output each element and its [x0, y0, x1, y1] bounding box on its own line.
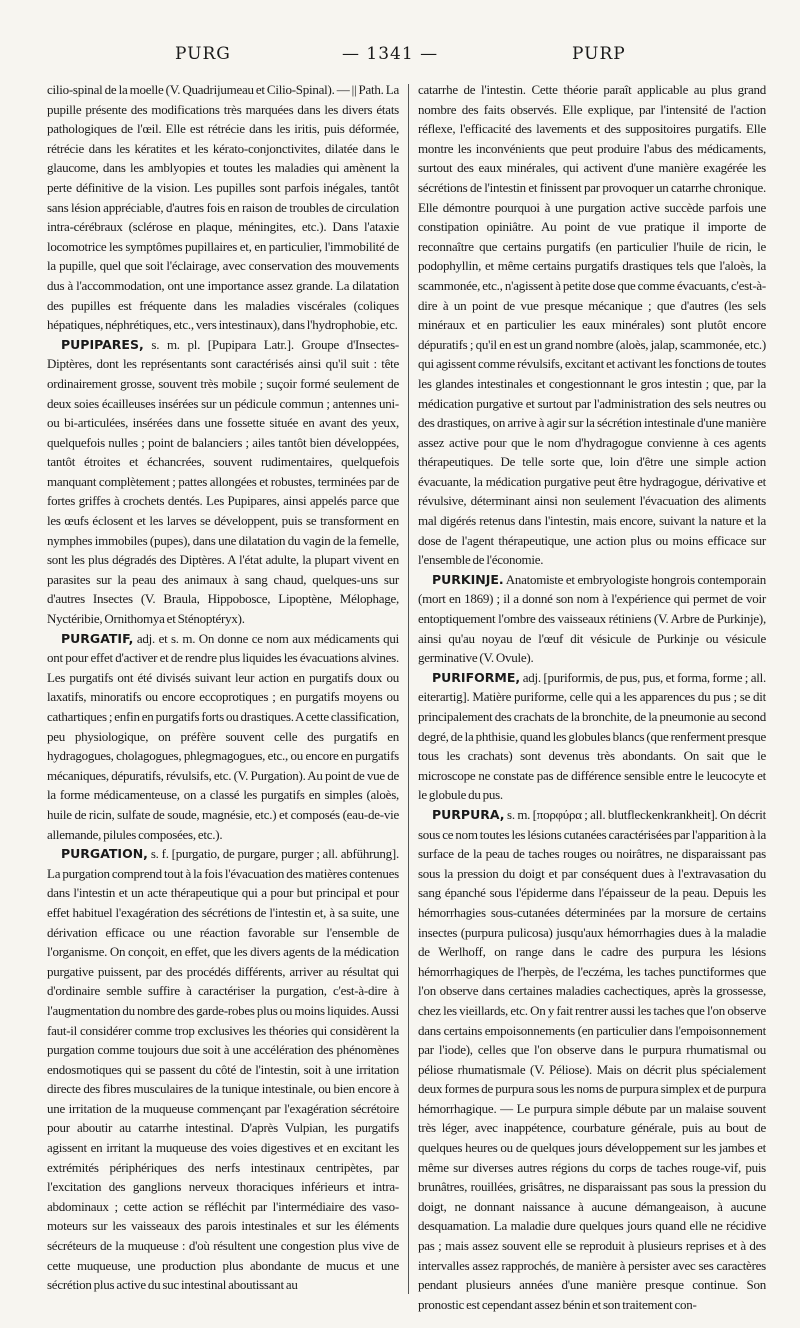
entry-puriforme-text: adj. [puriformis, de pus, pus, et forma, forme ; all. eiterartig]. Matière puriforme, celle qui a les apparences du pus ; se dit principalement des crachats de la bronchite, de la pneumonie au second degré, de la phthisie, quand les globules blancs (que renferment presque tous les crachats) sont devenus très abondants. On sait que le microscope ne constate pas de différence sensible entre le leucocyte et le globule du pus.: [418, 669, 766, 803]
paragraph-purgation-continued: catarrhe de l'intestin. Cette théorie paraît applicable au plus grand nombre des faits observés. Elle explique, par l'intensité de l'action réflexe, l'efficacité des lavements et des suppositoires purgatifs. Elle montre les inconvénients que peut produire l'abus des médicaments, surtout des eaux minérales, qui activent d'une manière exagérée les sécrétions de l'intestin et finissent par provoquer un catarrhe chronique. Elle démontre pourquoi à une purgation active succède parfois une constipation opiniâtre. Au point de vue pratique il importe de reconnaître que certains purgatifs (en particulier l'huile de ricin, le podophyllin, et même certains purgatifs drastiques tels que l'aloès, la scammonée, etc., n'agissent à petite dose que comme évacuants, c'est-à-dire à un point de vue presque mécanique ; que d'autres (les sels minéraux et en particulier les eaux minérales) sont plutôt encore dépuratifs ; qu'il en est un grand nombre (aloès, jalap, scammonée, etc.) qui agissent comme révulsifs, excitant et activant les fonctions de toutes les glandes intestinales et congestionnant le gros intestin ; que, par la médication purgative et surtout par l'administration des sels neutres ou des drastiques, on arrive à agir sur la sécrétion intestinale d'une manière assez active pour que le nom d'hydragogue convienne à ces agents thérapeutiques. De telle sorte que, loin d'être une simple action évacuante, la médication purgative peut être hydragogue, dérivative et révulsive, déterminant ainsi non seulement l'évacuation des aliments mal digérés retenus dans l'intestin, mais encore, suivant la nature et la dose de l'agent thérapeutique, une action plus ou moins efficace sur l'ensemble de l'économie.: [418, 82, 766, 568]
headword-pupipares: PUPIPARES,: [61, 336, 144, 352]
entry-purkinje-text: Anatomiste et embryologiste hongrois contemporain (mort en 1869) ; il a donné son nom à l'expérience qui permet de voir entoptiquement l'ombre des vaisseaux rétiniens (V. Arbre de Purkinje), ainsi qu'au noyau de l'œuf dit vésicule de Purkinje ou vésicule germinative (V. Ovule).: [418, 571, 766, 666]
entry-purgatif: [47, 629, 399, 845]
left-column: [47, 80, 399, 1302]
running-head-right: PURP: [572, 44, 626, 64]
entry-purpura-text: s. m. [πορφύρα ; all. blutfleckenkrankheit]. On décrit sous ce nom toutes les lésions cutanées caractérisées par l'apparition à la surface de la peau de taches rouges ou noirâtres, ne disparaissant pas sous la pression du doigt et par conséquent dues à l'extravasation du sang épanché sous l'épiderme dans l'épaisseur de la peau. Depuis les hémorrhagies sous-cutanées déterminées par la morsure de certains insectes (purpura pulicosa) jusqu'aux hémorrhagies dues à la maladie de Werlhoff, on range dans le cadre des purpura les lésions hémorrhagiques de l'herpès, de l'eczéma, les taches punctiformes que l'on observe dans certaines maladies cachectiques, après la grossesse, chez les vieillards, etc. On y fait rentrer aussi les taches que l'on observe dans certains empoisonnements (en particulier dans l'empoisonnement par l'iode), celles que l'on observe dans le purpura rhumatismal ou péliose rhumatismale (V. Péliose). Mais on décrit plus spécialement deux formes de purpura sous les noms de purpura simplex et de purpura hémorrhagique. — Le purpura simple débute par un malaise souvent très léger, avec inappétence, courbature générale, puis au bout de quelques heures ou de quelques jours développement sur les jambes et même sur diverses autres régions du corps de taches rouge-vif, puis brunâtres, rouillées, grisâtres, ne disparaissant pas sous la pression du doigt, ne donnant naissance à aucune démangeaison, à aucune desquamation. La maladie dure quelques jours quand elle ne récidive pas ; mais assez souvent elle se reproduit à plusieurs reprises et à des intervalles assez rapprochés, de manière à persister avec ses caractères pendant plusieurs années d'une manière presque continue. Son pronostic est cependant assez bénin et son traitement con-: [418, 806, 766, 1312]
entry-purgation: [47, 844, 399, 1295]
page-number: — 1341 —: [342, 44, 439, 64]
entry-purkinje: [418, 570, 766, 668]
headword-purgation: PURGATION,: [61, 846, 148, 862]
page-header: [0, 44, 800, 74]
paragraph-pupille-pathology: cilio-spinal de la moelle (V. Quadrijumeau et Cilio-Spinal). — || Path. La pupille présente des modifications très marquées dans les divers états pathologiques de l'œil. Elle est rétrécie dans les iritis, puis déformée, rétrécie dans les kératites et les kérato-conjonctivites, dilatée dans le glaucome, dans les amblyopies et toutes les maladies qui amènent la perte définitive de la vision. Les pupilles sont parfois inégales, tantôt sans lésion appréciable, d'autres fois en raison de troubles de circulation intra-cérébraux (sclérose en plaque, méningites, etc.). Dans l'ataxie locomotrice les symptômes pupillaires et, en particulier, l'immobilité de la pupille, quel que soit l'éclairage, avec conservation des mouvements dus à l'accommodation, ont une importance assez grande. La dilatation des pupilles est fréquente dans les maladies viscérales (coliques hépatiques, néphrétiques, etc., vers intestinaux), dans l'hydrophobie, etc.: [47, 82, 399, 333]
entry-pupipares: [47, 335, 399, 629]
right-column: [418, 80, 766, 1312]
headword-purkinje: PURKINJE.: [432, 571, 504, 587]
headword-purpura: PURPURA,: [432, 806, 505, 822]
headword-puriforme: PURIFORME,: [432, 669, 521, 685]
running-head-left: PURG: [175, 44, 231, 64]
entry-purgatif-text: adj. et s. m. On donne ce nom aux médicaments qui ont pour effet d'activer et de rendre plus liquides les évacuations alvines. Les purgatifs ont été divisés suivant leur action en purgatifs doux ou laxatifs, minoratifs ou encore eccoprotiques ; en purgatifs moyens ou cathartiques ; enfin en purgatifs forts ou drastiques. A cette classification, peu physiologique, on préfère souvent celle des purgatifs en hydragogues, cholagogues, phlegmagogues, etc., ou encore en purgatifs mécaniques, dépuratifs, révulsifs, etc. (V. Purgation). Au point de vue de la forme médicamenteuse, on a classé les purgatifs en simples (aloès, huile de ricin, sulfate de soude, magnésie, etc.) et composés (eau-de-vie allemande, pilules composées, etc.).: [47, 630, 399, 842]
entry-pupipares-text: s. m. pl. [Pupipara Latr.]. Groupe d'Insectes-Diptères, dont les représentants sont caractérisés ainsi qu'il suit : tête ordinairement grosse, souvent très mobile ; suçoir formé seulement de deux soies écailleuses insérées sur un pédicule commun ; antennes uni- ou bi-articulées, insérées dans une fossette située en avant des yeux, quelquefois nulles ; point de balanciers ; ailes tantôt bien développées, tantôt étroites et échancrées, souvent rudimentaires, quelquefois manquant complètement ; pattes allongées et robustes, terminées par de fortes griffes à crochets dentés. Les Pupipares, ainsi appelés parce que les œufs éclosent et les larves se développent, puis se transforment en nymphes immobiles (pupes), dans une dilatation du vagin de la femelle, sont les plus dégradés des Diptères. A l'état adulte, la plupart vivent en parasites sur la peau des animaux à sang chaud, quelques-uns sur d'autres Insectes (V. Braula, Hippobosce, Lipoptène, Mélophage, Nyctéribie, Ornithomya et Sténoptéryx).: [47, 336, 399, 627]
entry-purgation-text: s. f. [purgatio, de purgare, purger ; all. abführung]. La purgation comprend tout à la fois l'évacuation des matières contenues dans l'intestin et un acte thérapeutique qui a pour but principal et pour effet habituel l'exagération des sécrétions de l'intestin et, à sa suite, une dérivation efficace ou une réaction favorable sur l'ensemble de l'organisme. On conçoit, en effet, que les divers agents de la médication purgative puissent, par des procédés différents, arriver au résultat qui d'ordinaire semble suffire à caractériser la purgation, c'est-à-dire à l'augmentation du nombre des garde-robes plus ou moins liquides. Aussi faut-il considérer comme trop exclusives les théories qui considèrent la purgation comme toujours due soit à une accélération des phénomènes endosmotiques qui se passent du côté de l'intestin, soit à une irritation directe des fibres musculaires de la tunique intestinale, ou bien encore à une irritation de la muqueuse commençant par l'exagération sécrétoire pour aboutir au catarrhe intestinal. D'après Vulpian, les purgatifs agissent en irritant la muqueuse des voies digestives et en excitant les extrémités périphériques des nerfs intestinaux centripètes, par l'excitation des ganglions nerveux thoraciques inférieurs et intra-abdominaux ; cette action se réfléchit par l'intermédiaire des vaso-moteurs sur les vaisseaux des parois intestinales et sur les éléments sécréteurs de la muqueuse : d'où résultent une congestion plus vive de cette muqueuse, une production plus abondante de mucus et une sécrétion plus active du suc intestinal aboutissant au: [47, 846, 399, 1293]
headword-purgatif: PURGATIF,: [61, 630, 134, 646]
column-divider: [408, 84, 409, 1294]
entry-purpura: [418, 805, 766, 1314]
entry-puriforme: [418, 668, 766, 805]
